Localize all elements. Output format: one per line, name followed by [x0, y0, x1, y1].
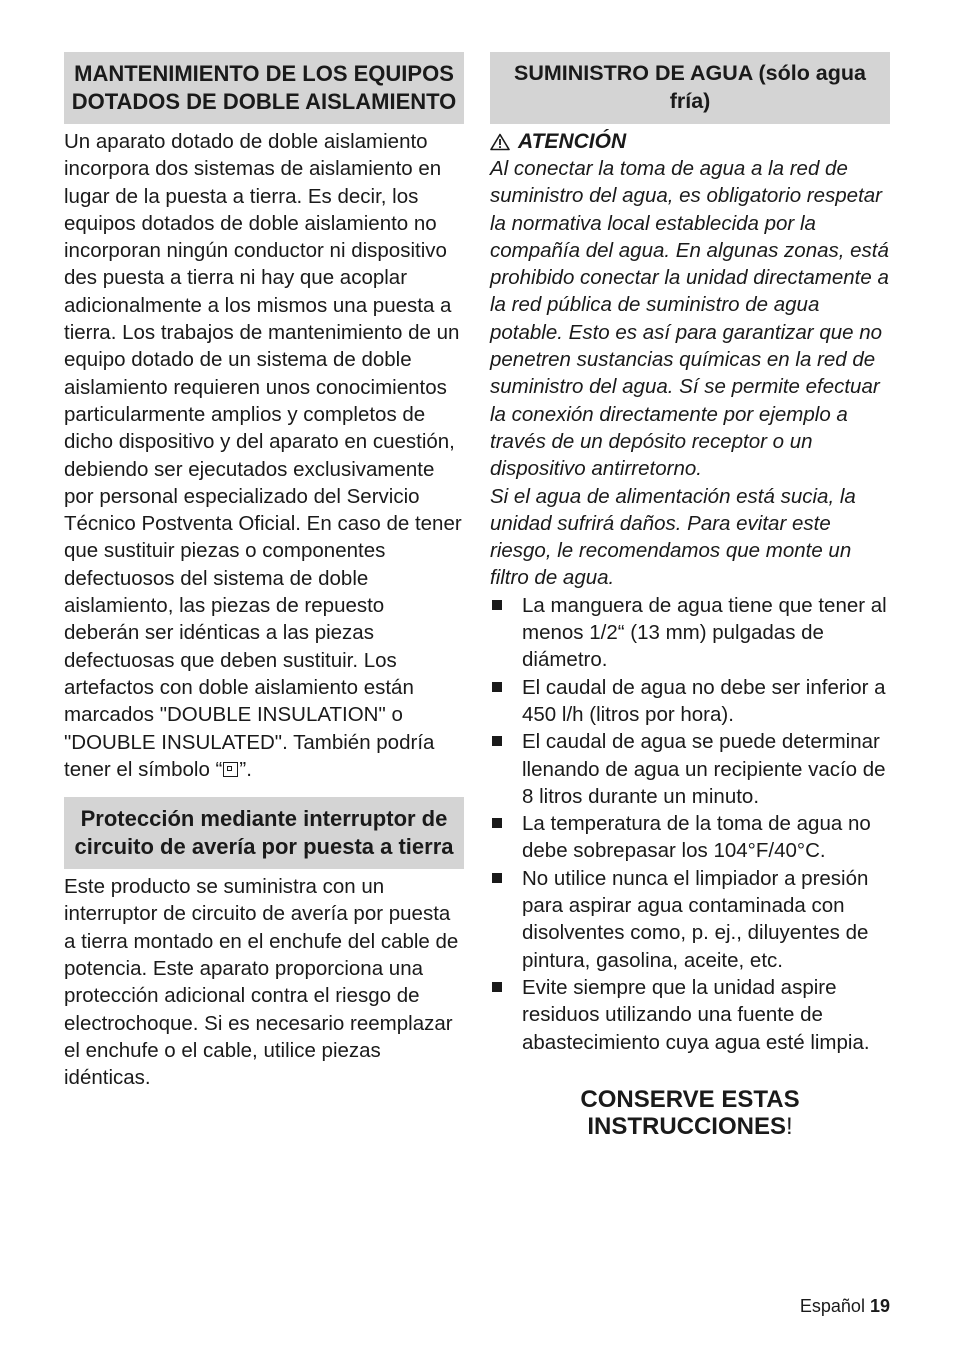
bullet-square-icon	[492, 736, 502, 746]
warning-paragraph-1: Al conectar la toma de agua a la red de suministro del agua, es obligatorio respetar la normativa local establecida por la compañía del agua. En algunas zonas, está prohibido conectar la unidad directamente a la red pública de suministro de agua potable. Esto es así para garantizar que no penetren sustancias químicas en la red de suministro del agua. Sí se permite efectuar la conexión directamente por ejemplo a través de un depósito receptor o un dispositivo antirretorno.	[490, 157, 889, 481]
double-insulation-paragraph	[64, 128, 464, 783]
list-item	[490, 810, 890, 865]
list-item	[490, 674, 890, 729]
warning-paragraph-2: Si el agua de alimentación está sucia, la unidad sufrirá daños. Para evitar este riesgo, le recomendamos que monte un filtro de agua.	[490, 484, 856, 590]
list-item	[490, 865, 890, 974]
list-item-text: El caudal de agua no debe ser inferior a 450 l/h (litros por hora).	[522, 675, 886, 726]
closing-heading	[490, 1086, 890, 1140]
right-column	[490, 52, 890, 1140]
list-item-text: Evite siempre que la unidad aspire residuos utilizando una fuente de abastecimiento cuya agua esté limpia.	[522, 975, 870, 1054]
list-item-text: La temperatura de la toma de agua no debe sobrepasar los 104°F/40°C.	[522, 812, 871, 863]
bullet-square-icon	[492, 682, 502, 692]
bullet-square-icon	[492, 873, 502, 883]
section-heading-double-insulation: MANTENIMIENTO DE LOS EQUIPOS DOTADOS DE DOBLE AISLAMIENTO	[64, 52, 464, 124]
list-item	[490, 728, 890, 810]
list-item-text: El caudal de agua se puede determinar llenando de agua un recipiente vacío de 8 litros durante un minuto.	[522, 730, 886, 808]
double-insulation-text-end: ”.	[239, 757, 252, 781]
closing-text: CONSERVE ESTAS INSTRUCCIONES	[580, 1085, 800, 1140]
warning-title	[490, 128, 890, 155]
bullet-square-icon	[492, 600, 502, 610]
warning-title-text: ATENCIÓN	[518, 130, 627, 153]
page-number: 19	[869, 1296, 890, 1316]
double-insulation-text: Un aparato dotado de doble aislamiento incorpora dos sistemas de aislamiento en lugar de la puesta a tierra. Es decir, los equipos dotados de doble aislamiento no incorporan ningún conductor ni dispositivo des puesta a tierra ni hay que acoplar adicionalmente a los mismos una puesta a tierra. Los trabajos de mantenimiento de un equipo dotado de un sistema de doble aislamiento requieren unos conocimientos particularmente amplios y completos de dicho dispositivo y del aparato en cuestión, debiendo ser ejecutados exclusivamente por personal especializado del Servicio Técnico Postventa Oficial. En caso de tener que sustituir piezas o componentes defectuosos del sistema de doble aislamiento, las piezas de repuesto deberán ser idénticas a las piezas defectuosas que deben sustituir. Los artefactos con doble aislamiento están marcados "DOUBLE INSULATION" o "DOUBLE INSULATED". También podría tener el símbolo “	[64, 130, 462, 781]
list-item-text: La manguera de agua tiene que tener al menos 1/2“ (13 mm) pulgadas de diámetro.	[522, 593, 887, 672]
left-column	[64, 52, 464, 1092]
section-heading-water-supply: SUMINISTRO DE AGUA (sólo agua fría)	[490, 52, 890, 124]
double-insulation-symbol-icon	[223, 762, 238, 777]
closing-exclamation: !	[786, 1112, 793, 1140]
page-footer	[800, 1296, 890, 1317]
list-item-text: No utilice nunca el limpiador a presión para aspirar agua contaminada con disolventes como, p. ej., diluyentes de pintura, gasolina, aceite, etc.	[522, 866, 869, 972]
list-item	[490, 974, 890, 1056]
bullet-square-icon	[492, 982, 502, 992]
section-heading-gfci: Protección mediante interruptor de circuito de avería por puesta a tierra	[64, 797, 464, 869]
list-item	[490, 592, 890, 674]
bullet-square-icon	[492, 818, 502, 828]
footer-language: Español	[799, 1296, 865, 1316]
water-supply-list	[490, 592, 890, 1056]
gfci-paragraph: Este producto se suministra con un interruptor de circuito de avería por puesta a tierra montado en el enchufe del cable de potencia. Este aparato proporciona una protección adicional contra el riesgo de electrochoque. Si es necesario reemplazar el enchufe o el cable, utilice piezas idénticas.	[64, 875, 459, 1090]
warning-triangle-icon	[490, 133, 510, 151]
